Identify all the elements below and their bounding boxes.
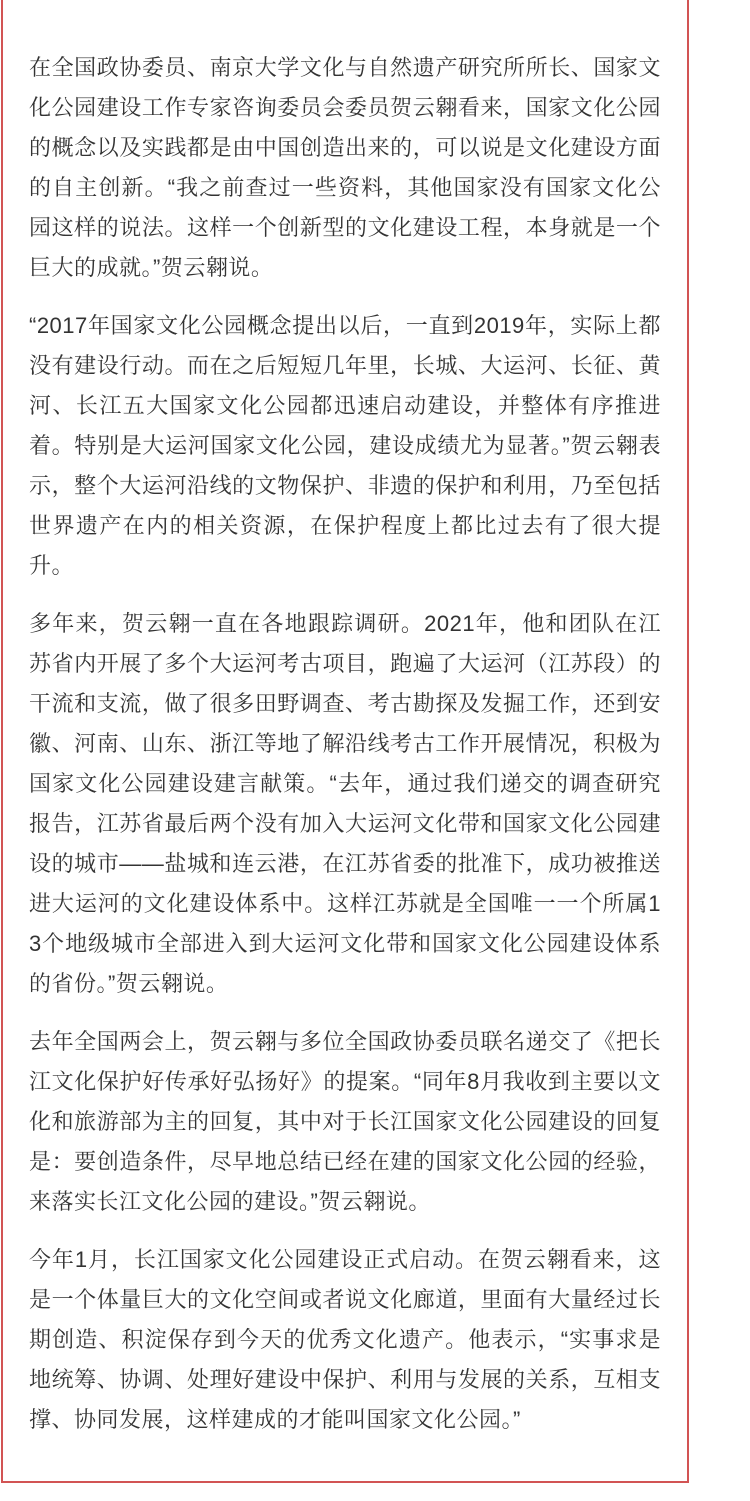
article-body	[29, 48, 661, 1440]
paragraph: 今年1月，长江国家文化公园建设正式启动。在贺云翱看来，这是一个体量巨大的文化空间或者说文化廊道，里面有大量经过长期创造、积淀保存到今天的优秀文化遗产。他表示，“实事求是地统筹、协调、处理好建设中保护、利用与发展的关系，互相支撑、协同发展，这样建成的才能叫国家文化公园。”	[29, 1247, 661, 1432]
paragraph: “2017年国家文化公园概念提出以后，一直到2019年，实际上都没有建设行动。而在之后短短几年里，长城、大运河、长征、黄河、长江五大国家文化公园都迅速启动建设，并整体有序推进着。特别是大运河国家文化公园，建设成绩尤为显著。”贺云翱表示，整个大运河沿线的文物保护、非遗的保护和利用，乃至包括世界遗产在内的相关资源，在保护程度上都比过去有了很大提升。	[29, 313, 661, 578]
paragraph: 去年全国两会上，贺云翱与多位全国政协委员联名递交了《把长江文化保护好传承好弘扬好》的提案。“同年8月我收到主要以文化和旅游部为主的回复，其中对于长江国家文化公园建设的回复是：要创造条件，尽早地总结已经在建的国家文化公园的经验，来落实长江文化公园的建设。”贺云翱说。	[29, 1029, 661, 1214]
article-quote-box	[1, 0, 689, 1483]
paragraph: 多年来，贺云翱一直在各地跟踪调研。2021年，他和团队在江苏省内开展了多个大运河考古项目，跑遍了大运河（江苏段）的干流和支流，做了很多田野调查、考古勘探及发掘工作，还到安徽、河南、山东、浙江等地了解沿线考古工作开展情况，积极为国家文化公园建设建言献策。“去年，通过我们递交的调查研究报告，江苏省最后两个没有加入大运河文化带和国家文化公园建设的城市——盐城和连云港，在江苏省委的批准下，成功被推送进大运河的文化建设体系中。这样江苏就是全国唯一一个所属13个地级城市全部进入到大运河文化带和国家文化公园建设体系的省份。”贺云翱说。	[29, 611, 661, 996]
paragraph: 在全国政协委员、南京大学文化与自然遗产研究所所长、国家文化公园建设工作专家咨询委员会委员贺云翱看来，国家文化公园的概念以及实践都是由中国创造出来的，可以说是文化建设方面的自主创新。“我之前查过一些资料，其他国家没有国家文化公园这样的说法。这样一个创新型的文化建设工程，本身就是一个巨大的成就。”贺云翱说。	[29, 55, 661, 280]
